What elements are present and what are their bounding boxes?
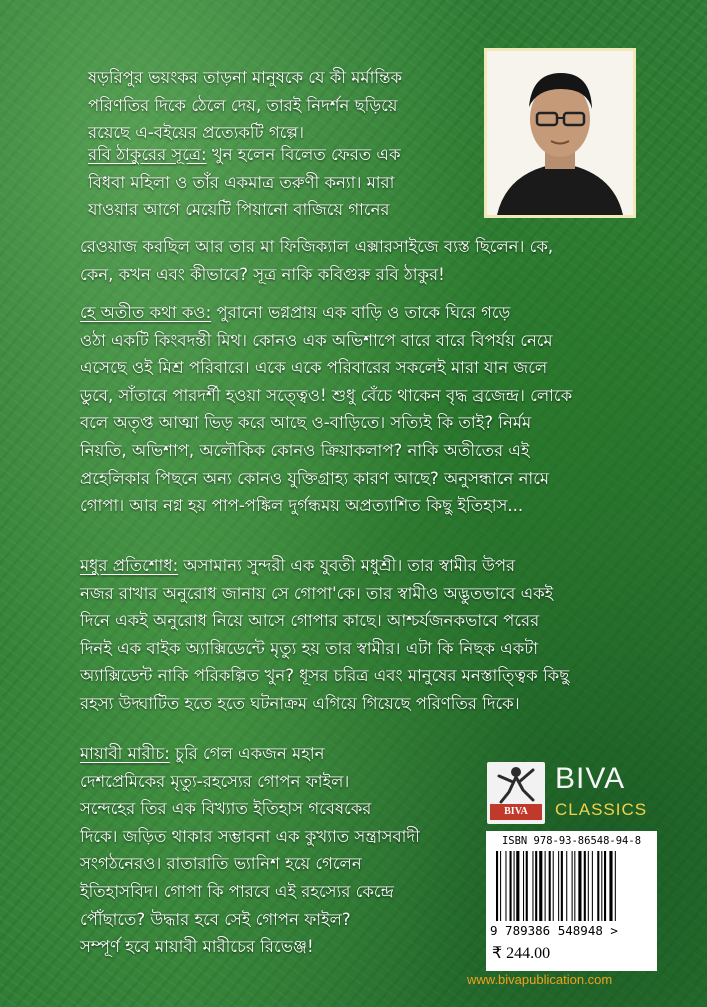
barcode-image <box>494 851 649 921</box>
story-line: কেন, কখন এবং কীভাবে? সূত্র নাকি কবিগুরু রবি ঠাকুর! <box>80 264 445 284</box>
isbn: ISBN 978-93-86548-94-8 <box>501 835 642 847</box>
story-3 <box>80 552 660 718</box>
story-line: রহস্য উদ্ঘাটিত হতে হতে ঘটনাক্রম এগিয়ে গিয়েছে পরিণতির দিকে। <box>80 693 520 713</box>
intro-line: ষড়রিপুর ভয়ংকর তাড়না মানুষকে যে কী মর্মান্তিক <box>88 68 403 87</box>
story-line: রেওয়াজ করছিল আর তার মা ফিজিক্যাল এক্সারসাইজে ব্যস্ত ছিলেন। কে, <box>80 237 554 256</box>
story-line: বলে অতৃপ্ত আত্মা ভিড় করে আছে ও-বাড়িতে। সত্যিই কি তাই? নির্মম <box>80 413 532 433</box>
story-line: অ্যাক্সিডেন্ট নাকি পরিকল্পিত খুন? ধূসর চরিত্র এবং মানুষের মনস্তাত্ত্বিক কিছু <box>80 666 570 686</box>
story-title: মধুর প্রতিশোধ: <box>80 556 179 575</box>
story-line: দিকে। জড়িত থাকার সম্ভাবনা এক কুখ্যাত সন্ত্রাসবাদী <box>80 826 420 846</box>
story-line: সংগঠনেরও। রাতারাতি ভ্যানিশ হয়ে গেলেন <box>80 854 362 874</box>
story-line: ওঠা একটি কিংবদন্তী মিথ। কোনও এক অভিশাপে বারে বারে বিপর্যয় নেমে <box>80 330 553 350</box>
story-line: দিনে একই অনুরোধ নিয়ে আসে গোপার কাছে। আশ্চর্যজনকভাবে পরের <box>80 611 540 631</box>
publisher-logo <box>487 762 657 824</box>
publisher-website[interactable]: www.bivapublication.com <box>467 972 613 987</box>
story-line: দিনই এক বাইক অ্যাক্সিডেন্টে মৃত্যু হয় তার স্বামীর। এটা কি নিছক একটা <box>80 638 539 658</box>
story-1-continued <box>80 233 660 288</box>
story-line: গোপা। আর নগ্ন হয় পাপ-পঙ্কিল দুর্গন্ধময় অপ্রত্যাশিত কিছু ইতিহাস... <box>80 496 524 516</box>
story-title: রবি ঠাকুরের সূত্রে: <box>88 145 207 164</box>
story-line: পৌঁছাতে? উদ্ধার হবে সেই গোপন ফাইল? <box>80 909 351 929</box>
story-line: ডুবে, সাঁতারে পারদর্শী হওয়া সত্ত্বেও! শুধু বেঁচে থাকেন বৃদ্ধ ব্রজেন্দ্র। লোকে <box>80 385 573 405</box>
story-line: দেশপ্রেমিকের মৃত্যু-রহস্যের গোপন ফাইল। <box>80 771 350 791</box>
dancer-icon <box>487 762 545 806</box>
story-line: সম্পূর্ণ হবে মায়াবী মারীচের রিভেঞ্জ! <box>80 937 314 957</box>
story-1 <box>88 141 483 224</box>
logo-subtitle: CLASSICS <box>555 800 648 819</box>
barcode-panel <box>486 831 657 971</box>
intro-paragraph <box>88 64 483 147</box>
intro-line: রয়েছে এ-বইয়ের প্রত্যেকটি গল্পে। <box>88 123 304 143</box>
price: ₹ 244.00 <box>492 945 551 962</box>
story-line: নজর রাখার অনুরোধ জানায় সে গোপা'কে। তার স্বামীও অদ্ভুতভাবে একই <box>80 583 554 603</box>
story-4 <box>80 740 480 961</box>
story-line: নিয়তি, অভিশাপ, অলৌকিক কোনও ক্রিয়াকলাপ? নাকি অতীতের এই <box>80 440 530 460</box>
logo-name: BIVA <box>555 762 626 795</box>
story-line: সন্দেহের তির এক বিখ্যাত ইতিহাস গবেষকের <box>80 799 372 819</box>
story-line: ইতিহাসবিদ। গোপা কি পারবে এই রহস্যের কেন্দ্রে <box>80 881 394 901</box>
logo-emblem <box>487 762 545 824</box>
story-line: পুরানো ভগ্নপ্রায় এক বাড়ি ও তাকে ঘিরে গড়ে <box>211 303 511 322</box>
story-line: অসামান্য সুন্দরী এক যুবতী মধুশ্রী। তার স্বামীর উপর <box>178 556 516 575</box>
logo-badge: BIVA <box>490 804 542 820</box>
story-2 <box>80 299 660 520</box>
author-photo <box>484 48 636 218</box>
story-title: মায়াবী মারীচ: <box>80 744 170 763</box>
story-line: যাওয়ার আগে মেয়েটি পিয়ানো বাজিয়ে গানের <box>88 200 390 220</box>
story-line: চুরি গেল একজন মহান <box>169 744 325 763</box>
story-line: বিধবা মহিলা ও তাঁর একমাত্র তরুণী কন্যা। মারা <box>88 172 395 192</box>
story-line: এসেছে ওই মিশ্র পরিবারে। একে একে পরিবারের সকলেই মারা যান জলে <box>80 358 548 378</box>
story-line: প্রহেলিকার পিছনে অন্য কোনও যুক্তিগ্রাহ্য কারণ আছে? অনুসন্ধানে নামে <box>80 468 549 488</box>
story-title: হে অতীত কথা কও: <box>80 303 212 322</box>
story-line: খুন হলেন বিলেত ফেরত এক <box>206 145 401 164</box>
barcode-digits: 9 789386 548948 > <box>490 923 618 938</box>
intro-line: পরিণতির দিকে ঠেলে দেয়, তারই নিদর্শন ছড়িয়ে <box>88 95 398 115</box>
